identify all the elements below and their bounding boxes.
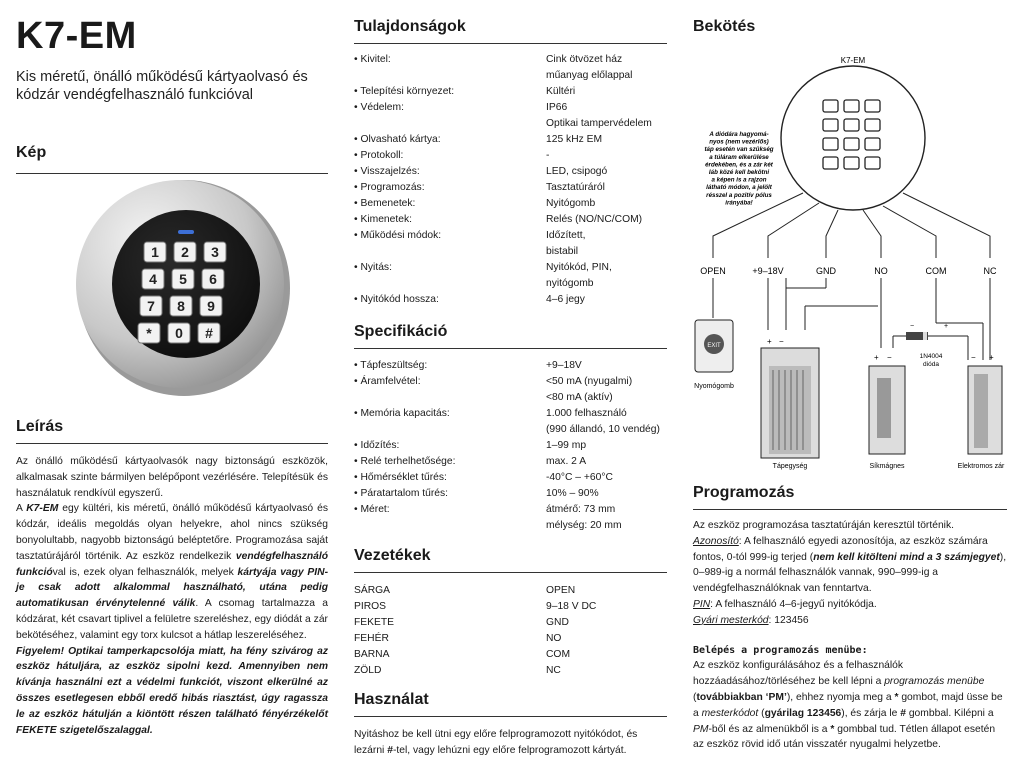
spec-table: [354, 358, 667, 534]
svg-text:−: −: [909, 323, 915, 330]
keypad-key: [144, 242, 166, 262]
wire-row: [354, 647, 667, 663]
terminal-label: GND: [816, 266, 836, 276]
spec-row: [354, 502, 667, 534]
spec-value: 10% – 90%: [546, 488, 599, 499]
diagram-key: [865, 138, 880, 150]
svg-text:A diódára hagyomá-nyos (nem ve: A diódára hagyomá-nyos (nem vezérlős) táp esetén van szükség a túláram elkerülése érdekében, és a zár két láb közé kell bekötni a képen is a rajzon látható módon, a jelölt résszel a pozitív pólus irányába!: [704, 131, 774, 207]
svg-text:EXIT: EXIT: [707, 343, 721, 349]
property-value: Nyitókód, PIN, nyitógomb: [546, 262, 612, 289]
diagram-key: [823, 119, 838, 131]
terminal-label: +9–18V: [752, 266, 784, 276]
diagram-note: [704, 131, 773, 206]
keypad-key: [142, 269, 164, 289]
property-key: • Működési módok:: [354, 230, 442, 241]
spec-row: [354, 406, 667, 438]
property-row: [354, 132, 667, 148]
svg-text:−: −: [779, 337, 784, 346]
terminal-label: NC: [983, 266, 997, 276]
svg-text:#: #: [205, 325, 213, 341]
terminal-label: NO: [874, 266, 888, 276]
wire-color: FEHÉR: [354, 633, 389, 644]
wire-row: [354, 583, 667, 599]
description-block: [16, 454, 328, 738]
programming-block: [693, 518, 1007, 753]
spec-value: +9–18V: [546, 360, 582, 371]
section-heading-vezetekek: Vezetékek: [354, 547, 667, 573]
property-row: [354, 292, 667, 308]
wire-color: SÁRGA: [354, 585, 391, 596]
property-key: • Programozás:: [354, 182, 425, 193]
property-key: • Telepítési környezet:: [354, 86, 455, 97]
keypad-key: [172, 269, 194, 289]
diagram-key: [865, 100, 880, 112]
section-heading-kep: Kép: [16, 144, 328, 174]
spec-key: • Tápfeszültség:: [354, 360, 428, 371]
svg-text:5: 5: [179, 271, 187, 287]
svg-text:9: 9: [207, 298, 215, 314]
svg-text:1: 1: [151, 244, 159, 260]
property-value: Relés (NO/NC/COM): [546, 214, 643, 225]
property-row: [354, 100, 667, 132]
wire-function: NO: [546, 633, 562, 644]
svg-text:0: 0: [175, 325, 183, 341]
diagram-key: [865, 157, 880, 169]
section-heading-leiras: Leírás: [16, 418, 328, 444]
terminal-label: OPEN: [700, 266, 726, 276]
diagram-wires: [713, 193, 990, 360]
wire-function: GND: [546, 617, 569, 628]
diagram-key: [865, 119, 880, 131]
spec-value: 1.000 felhasználó (990 állandó, 10 vendég): [546, 408, 660, 435]
property-value: Tasztatúráról: [546, 182, 605, 193]
spec-value: -40°C – +60°C: [546, 472, 613, 483]
wire-row: [354, 631, 667, 647]
spec-key: • Hőmérséklet tűrés:: [354, 472, 447, 483]
programming-master: Gyári mesterkód: 123456: [693, 614, 809, 626]
keypad-key: [138, 323, 160, 343]
programming-azonosito: Azonosító: A felhasználó egyedi azonosítója, az eszköz számára fontos, 0-tól 999-ig terjed (nem kell kitölteni mind a 3 számjegyet), 0–989-ig a normál felhasználók vannak, 990–999-ig a vendégfelhasználóknak van fenntartva.: [693, 535, 1007, 595]
label-sikmagnes: Síkmágnes: [869, 463, 905, 470]
spec-value: <50 mA (nyugalmi) <80 mA (aktív): [546, 376, 633, 403]
property-key: • Védelem:: [354, 102, 404, 113]
diagram-electric-lock: [968, 353, 1002, 454]
property-row: [354, 52, 667, 84]
diagram-key: [844, 119, 859, 131]
warning-text: Figyelem! Optikai tamperkapcsolója miatt, ha fény szivárog az eszköz hátuljára, az eszköz sipolni kezd. Amennyiben nem kívánja használni ezt a védelmi funkciót, viszont elkerülné az összes esetlegesen ebből eredő hibás riasztást, úgy ragassza le az eszköz hátulján a kiöntött részen található fényérzékelőt FEKETE szigetelőszalaggal.: [16, 645, 328, 736]
spec-key: • Méret:: [354, 504, 390, 515]
svg-text:8: 8: [177, 298, 185, 314]
spec-row: [354, 374, 667, 406]
diagram-device-label: K7-EM: [840, 56, 866, 65]
svg-text:+: +: [989, 353, 994, 362]
description-p2: A K7-EM egy kültéri, kis méretű, önálló működésű kártyaolvasó és kódzár, ideális megoldás olyan helyekre, ahol nincs szükség bonyolultabb, nagyobb biztonságú beléptetőre. Programozása saját tasztatúrájáról történik. Az eszköz rendelkezik vendégfelhasználó funkcióval is, ezek olyan felhasználók, melyek kártyája vagy PIN-je csak adott alkalommal használható, utána pedig automatikusan érvénytelenné válik. A csomag tartalmazza a kódzárat, két csavart tiplivel a felületre szereléshez, egy diódát a zár bekötéséhez, valamint egy torx kulcsot a hátlap leszereléséhez.: [16, 503, 328, 641]
diode-sub-label: dióda: [923, 361, 939, 368]
wiring-diagram: [693, 48, 1007, 478]
wire-row: [354, 663, 667, 679]
properties-table: [354, 52, 667, 308]
wire-row: [354, 599, 667, 615]
property-value: LED, csipogó: [546, 166, 608, 177]
property-value: Kültéri: [546, 86, 576, 97]
keypad-key: [140, 296, 162, 316]
diagram-diode: [906, 323, 948, 368]
section-heading-programozas: Programozás: [693, 484, 1007, 510]
property-key: • Kimenetek:: [354, 214, 412, 225]
product-image: [66, 170, 296, 400]
diode-label: 1N4004: [919, 353, 943, 360]
programming-pin: PIN: A felhasználó 4–6-jegyű nyitókódja.: [693, 598, 877, 610]
wire-color: BARNA: [354, 649, 390, 660]
property-key: • Nyitókód hossza:: [354, 294, 439, 305]
wire-function: COM: [546, 649, 571, 660]
svg-text:4: 4: [149, 271, 157, 287]
svg-text:+: +: [874, 353, 879, 362]
keypad-key: [168, 323, 190, 343]
property-key: • Bemenetek:: [354, 198, 416, 209]
property-row: [354, 212, 667, 228]
wire-function: OPEN: [546, 585, 576, 596]
wire-function: NC: [546, 665, 561, 676]
diagram-pushbutton: [695, 320, 733, 372]
spec-row: [354, 438, 667, 454]
property-value: Nyitógomb: [546, 198, 596, 209]
label-elektromos-zar: Elektromos zár: [957, 463, 1005, 470]
property-key: • Protokoll:: [354, 150, 404, 161]
section-heading-specifikacio: Specifikáció: [354, 323, 667, 349]
column-middle: [354, 0, 667, 756]
spec-key: • Áramfelvétel:: [354, 376, 421, 387]
diagram-key: [823, 138, 838, 150]
svg-text:−: −: [887, 353, 892, 362]
spec-row: [354, 454, 667, 470]
property-row: [354, 260, 667, 292]
keypad-key: [202, 269, 224, 289]
svg-text:−: −: [971, 353, 976, 362]
property-row: [354, 164, 667, 180]
svg-text:3: 3: [211, 244, 219, 260]
spec-value: 1–99 mp: [546, 440, 587, 451]
page-subtitle: Kis méretű, önálló működésű kártyaolvasó és kódzár vendégfelhasználó funkcióval: [16, 69, 308, 103]
property-value: 4–6 jegy: [546, 294, 585, 305]
diagram-power-supply: [761, 337, 819, 458]
svg-text:2: 2: [181, 244, 189, 260]
diagram-key: [823, 100, 838, 112]
spec-key: • Időzítés:: [354, 440, 400, 451]
wire-color: ZÖLD: [354, 665, 382, 676]
diagram-strike: [869, 353, 905, 454]
diagram-key: [844, 100, 859, 112]
programming-belepes-title: Belépés a programozás menübe:: [693, 644, 868, 656]
diagram-key: [844, 157, 859, 169]
svg-text:+: +: [943, 323, 949, 330]
diagram-key: [823, 157, 838, 169]
property-key: • Kivitel:: [354, 54, 391, 65]
wire-color: PIROS: [354, 601, 387, 612]
diagram-key: [844, 138, 859, 150]
spec-key: • Relé terhelhetősége:: [354, 456, 456, 467]
section-heading-tulajdonsagok: Tulajdonságok: [354, 18, 667, 44]
section-heading-hasznalat: Használat: [354, 691, 667, 717]
property-key: • Olvasható kártya:: [354, 134, 441, 145]
svg-text:6: 6: [209, 271, 217, 287]
spec-row: [354, 358, 667, 374]
spec-key: • Memória kapacitás:: [354, 408, 450, 419]
property-row: [354, 84, 667, 100]
spec-value: átmérő: 73 mm mélység: 20 mm: [546, 504, 622, 531]
property-value: Cink ötvözet ház műanyag előlappal: [546, 54, 633, 81]
terminal-label: COM: [925, 266, 947, 276]
keypad-key: [198, 323, 220, 343]
spec-row: [354, 470, 667, 486]
section-heading-bekotes: Bekötés: [693, 18, 756, 35]
svg-text:*: *: [146, 325, 152, 341]
property-row: [354, 196, 667, 212]
description-p1: Az önálló működésű kártyaolvasók nagy biztonságú eszközök, alkalmasak szinte bármilyen belépőpont vezérlésére. Telepítésük és használatuk rendkívül egyszerű.: [16, 456, 328, 499]
wire-row: [354, 615, 667, 631]
label-tapegyseg: Tápegység: [772, 463, 808, 470]
wire-function: 9–18 V DC: [546, 601, 597, 612]
property-row: [354, 148, 667, 164]
property-value: Időzített, bistabil: [546, 230, 586, 257]
column-left: [16, 0, 328, 736]
svg-text:7: 7: [147, 298, 155, 314]
programming-belepes-text: Az eszköz konfigurálásához és a felhasználók hozzáadásához/törléséhez be kell lépni a programozás menübe (továbbiakban ‘PM’), ehhez nyomja meg a * gombot, majd üsse be a mesterkódot (gyárilag 123456), és zárja le # gombbal. Kilépni a PM-ből és az almenükből is a * gombbal tud. Tétlen állapot esetén az eszköz rövid idő után visszatér nyugalmi helyzetbe.: [693, 660, 1003, 751]
spec-row: [354, 486, 667, 502]
property-value: -: [546, 150, 550, 161]
label-nyomogomb: Nyomógomb: [694, 383, 734, 390]
svg-text:+: +: [767, 337, 772, 346]
page-title: K7-EM: [16, 15, 137, 57]
column-right: [693, 0, 1007, 751]
property-key: • Nyitás:: [354, 262, 392, 273]
spec-key: • Páratartalom tűrés:: [354, 488, 449, 499]
keypad-device-illustration: [66, 170, 296, 400]
diagram-terminals: [700, 266, 997, 276]
wire-color: FEKETE: [354, 617, 395, 628]
usage-text: Nyitáshoz be kell ütni egy előre felprogramozott nyitókódot, és lezárni #-tel, vagy lehúzni egy előre felprogramozott kártyát.: [354, 729, 638, 756]
property-value: IP66 Optikai tampervédelem: [546, 102, 652, 129]
wires-table: [354, 583, 667, 679]
property-key: • Visszajelzés:: [354, 166, 420, 177]
spec-value: max. 2 A: [546, 456, 587, 467]
keypad-key: [174, 242, 196, 262]
property-row: [354, 228, 667, 260]
keypad-key: [204, 242, 226, 262]
keypad-key: [200, 296, 222, 316]
property-value: 125 kHz EM: [546, 134, 603, 145]
programming-intro: Az eszköz programozása tasztatúráján keresztül történik.: [693, 520, 954, 531]
property-row: [354, 180, 667, 196]
keypad-key: [170, 296, 192, 316]
